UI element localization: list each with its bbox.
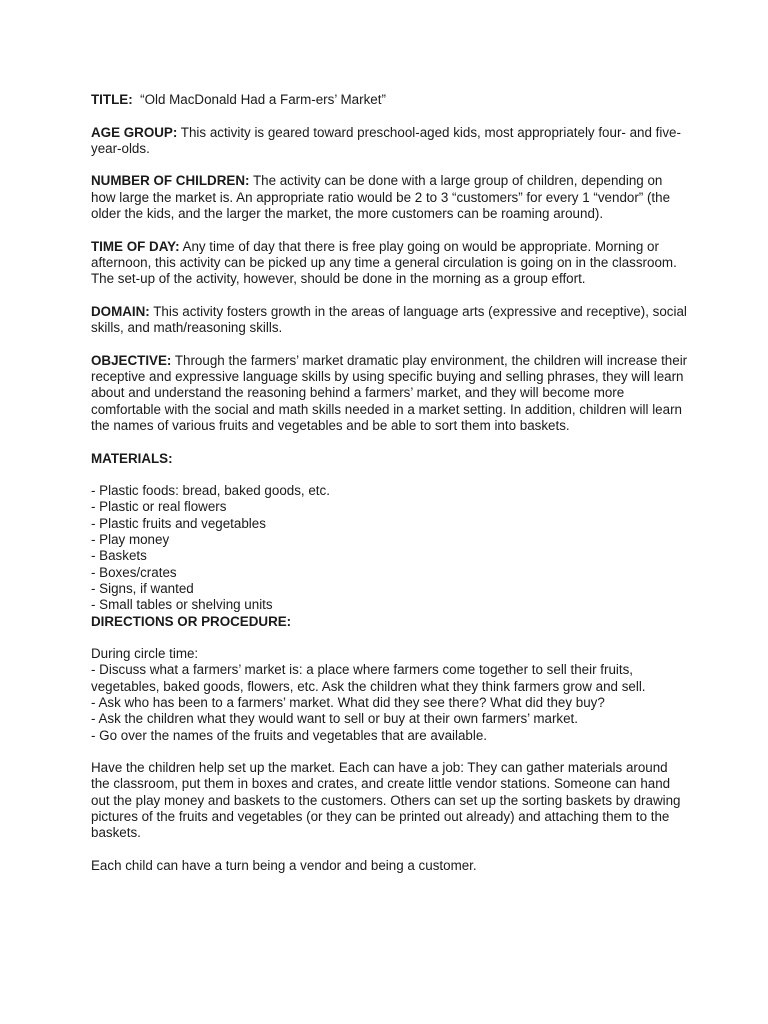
setup-paragraph: Have the children help set up the market. Each can have a job: They can gather materials around the classroom, put them in boxes and crates, and create little vendor stations. Someone can hand out the play money and baskets to the customers. Others can set up the sorting baskets by drawing pictures of the fruits and vegetables (or they can be printed out already) and attaching them to the baskets. [91, 760, 681, 841]
list-item: - Ask who has been to a farmers’ market. What did they see there? What did they buy? [91, 694, 605, 710]
domain-section [91, 304, 688, 337]
domain-label: DOMAIN: [91, 303, 150, 319]
title-section [91, 92, 688, 108]
list-item: - Plastic fruits and vegetables [91, 515, 266, 531]
circle-time-list [91, 662, 688, 743]
objective-label: OBJECTIVE: [91, 352, 172, 368]
number-of-children-text: The activity can be done with a large group of children, depending on how large the market is. An appropriate ratio would be 2 to 3 “customers” for every 1 “vendor” (the older the kids, and the larger the market, the more customers can be roaming around). [91, 173, 671, 222]
list-item: - Discuss what a farmers’ market is: a place where farmers come together to sell their fruits, vegetables, baked goods, flowers, etc. Ask the children what they think farmers grow and sell. [91, 662, 646, 694]
list-item: - Plastic or real flowers [91, 499, 227, 515]
list-item: - Go over the names of the fruits and vegetables that are available. [91, 727, 487, 743]
turn-paragraph: Each child can have a turn being a vendor and being a customer. [91, 857, 477, 873]
time-of-day-text: Any time of day that there is free play going on would be appropriate. Morning or afternoon, this activity can be picked up any time a general circulation is going on in the classroom. The set-up of the activity, however, should be done in the morning as a group effort. [91, 238, 677, 287]
age-group-text: This activity is geared toward preschool-aged kids, most appropriately four- and five-year-olds. [91, 124, 681, 156]
circle-time-intro: During circle time: [91, 646, 199, 662]
list-item: - Ask the children what they would want to sell or buy at their own farmers’ market. [91, 711, 578, 727]
title-label: TITLE: [91, 92, 133, 107]
list-item: - Boxes/crates [91, 564, 177, 580]
number-of-children-label: NUMBER OF CHILDREN: [91, 173, 250, 189]
age-group-label: AGE GROUP: [91, 124, 178, 140]
list-item: - Small tables or shelving units [91, 597, 273, 613]
objective-section [91, 353, 688, 434]
time-of-day-section [91, 239, 688, 288]
circle-time-block [91, 646, 688, 744]
domain-text: This activity fosters growth in the areas of language arts (expressive and receptive), social skills, and math/reasoning skills. [91, 303, 687, 336]
number-of-children-section [91, 173, 688, 222]
list-item: - Baskets [91, 548, 147, 564]
list-item: - Plastic foods: bread, baked goods, etc. [91, 483, 330, 499]
directions-heading: DIRECTIONS OR PROCEDURE: [91, 613, 292, 629]
materials-heading: MATERIALS: [91, 450, 173, 466]
objective-text: Through the farmers’ market dramatic play environment, the children will increase their receptive and expressive language skills by using specific buying and selling phrases, they will learn about and understand the reasoning behind a farmers’ market, and they will become more comfortable with the social and math skills needed in a market setting. In addition, children will learn the names of various fruits and vegetables and be able to sort them into baskets. [91, 352, 688, 433]
title-text: “Old MacDonald Had a Farm-ers’ Market” [140, 92, 386, 107]
age-group-section [91, 125, 688, 158]
time-of-day-label: TIME OF DAY: [91, 238, 180, 254]
list-item: - Play money [91, 532, 170, 548]
list-item: - Signs, if wanted [91, 580, 194, 596]
materials-list [91, 483, 688, 613]
